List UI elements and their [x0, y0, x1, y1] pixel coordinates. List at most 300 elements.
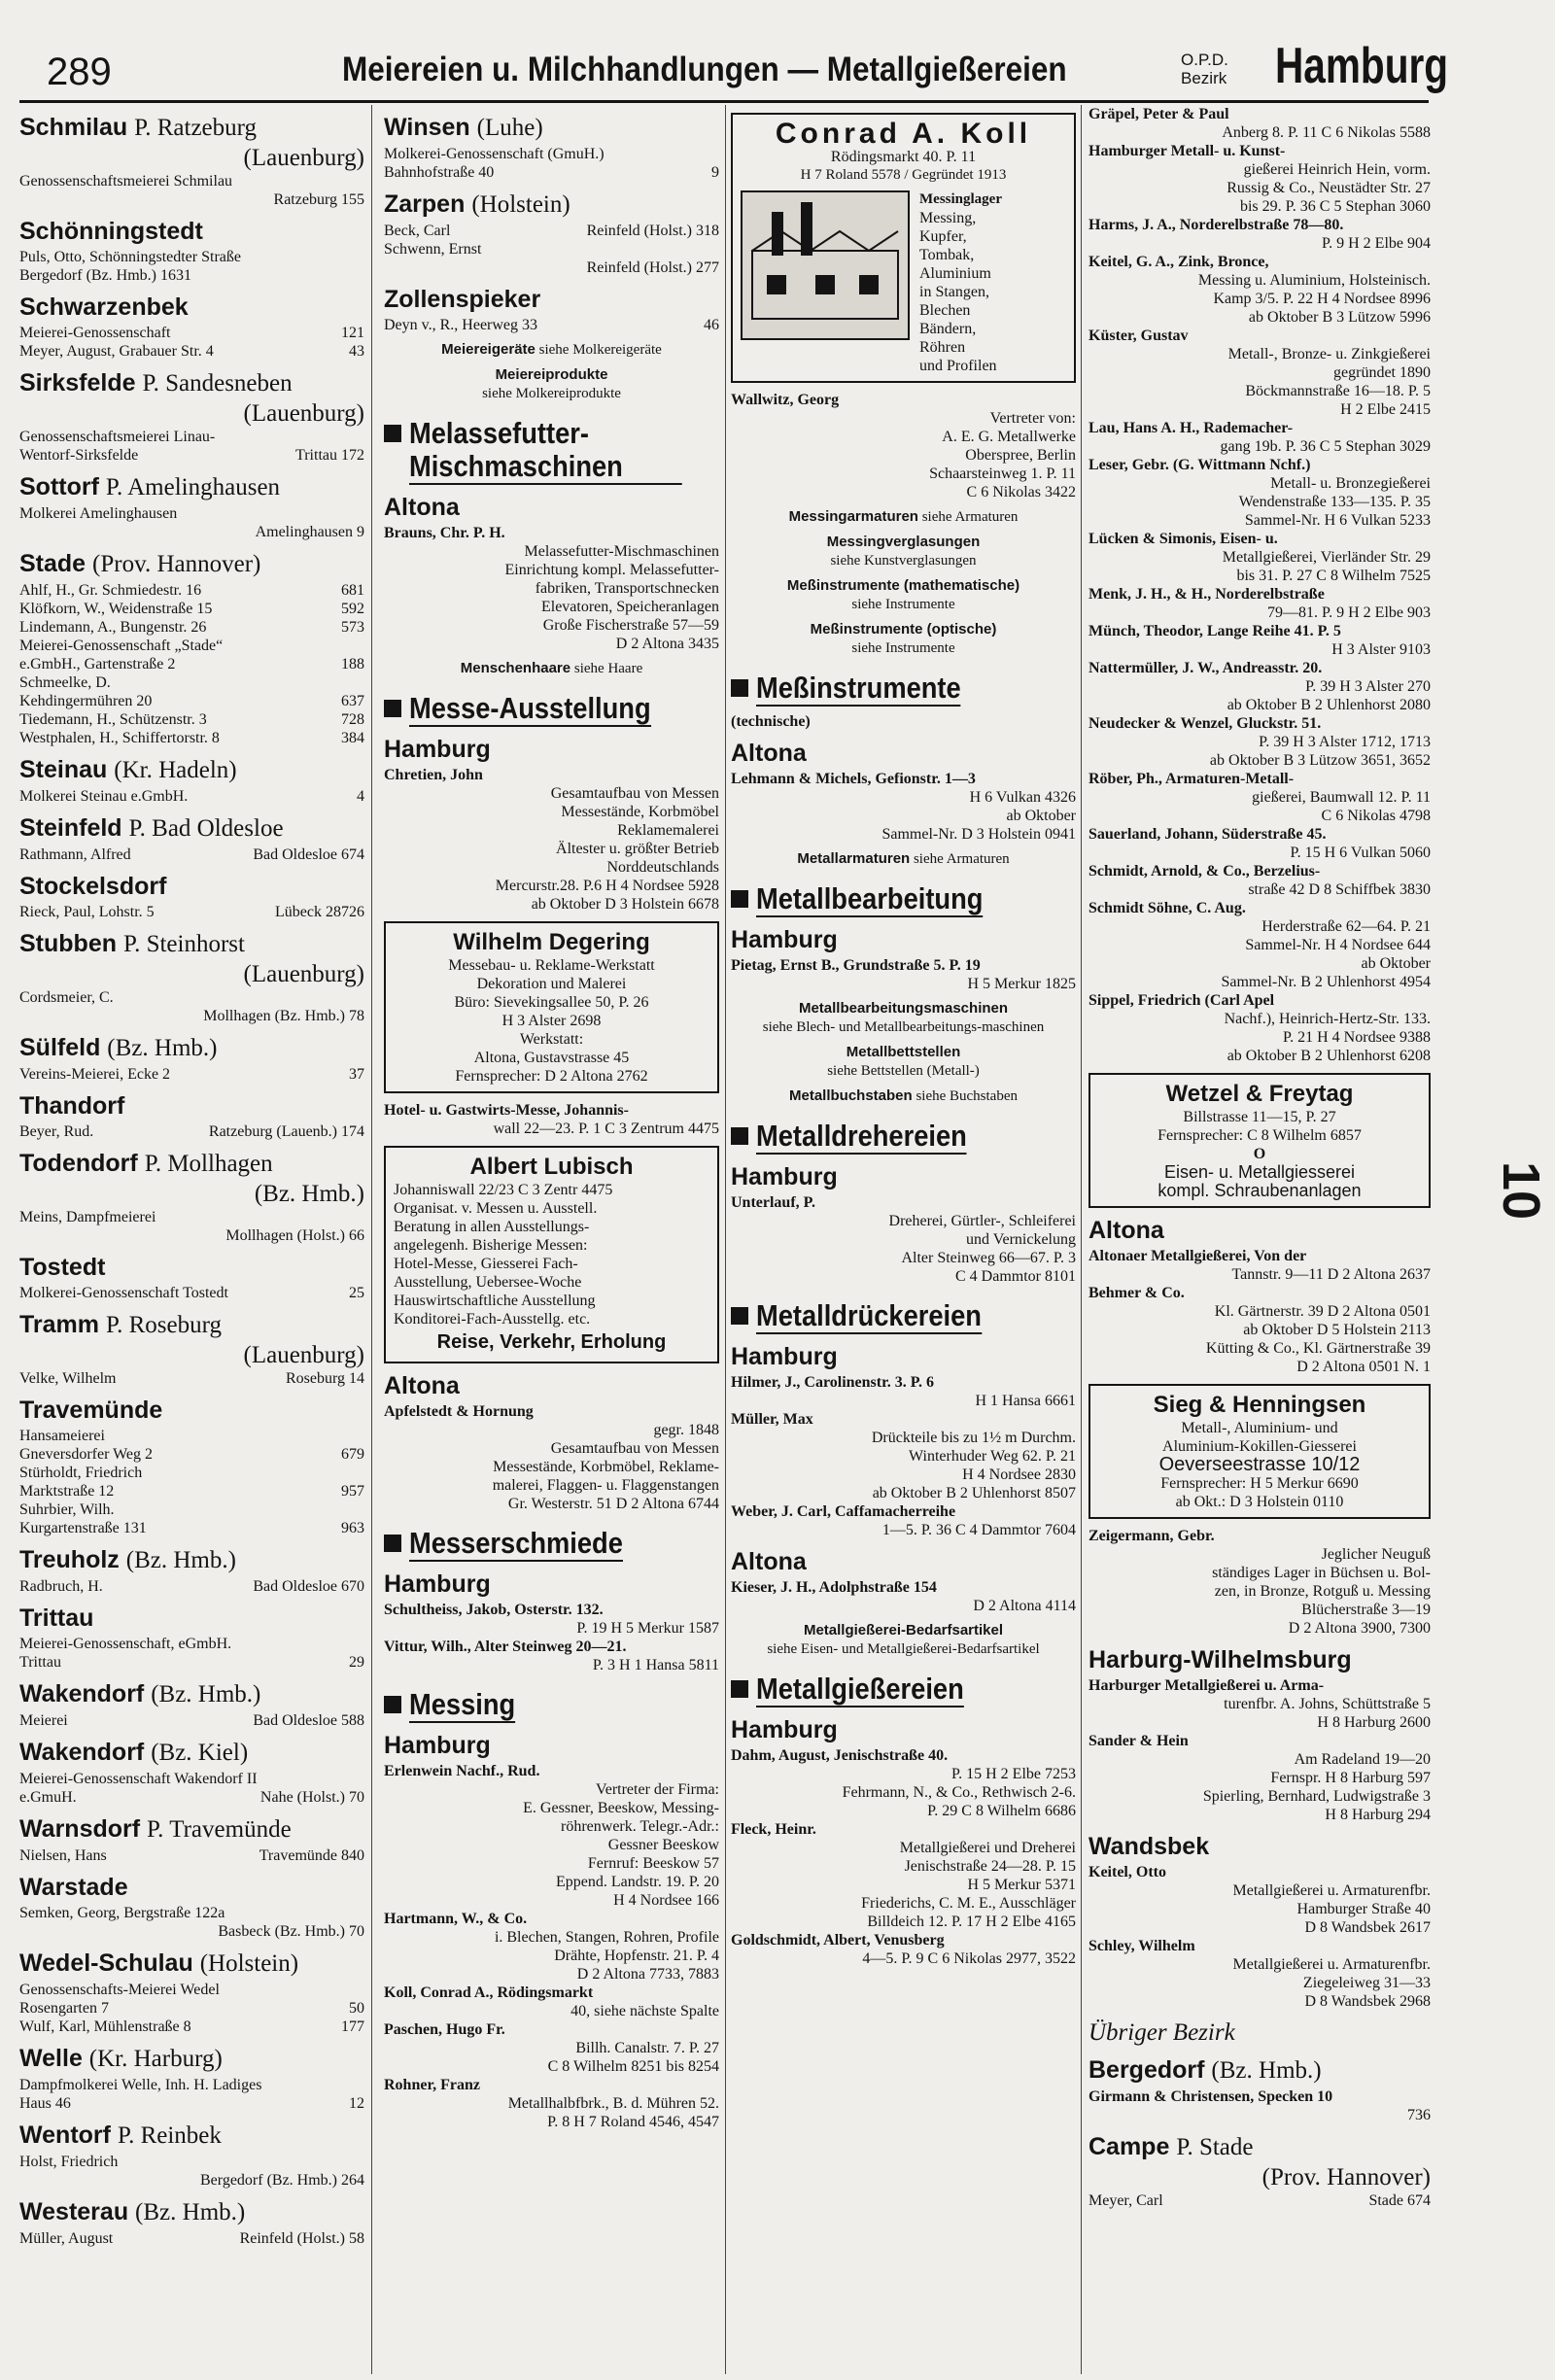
listing-block: [384, 2076, 719, 2131]
place-heading: Stubben P. Steinhorst: [19, 930, 245, 957]
listing-entry: Meyer, Carl Stade 674: [1088, 2192, 1431, 2209]
listing-block: [731, 1373, 1076, 1410]
listing-line: Girmann & Christensen, Specken 10: [1088, 2088, 1333, 2105]
listing-line: P. 39 H 3 Alster 1712, 1713: [1259, 734, 1431, 750]
listing-entry: Mollhagen (Holst.) 66: [225, 1227, 364, 1244]
listing-line: Aluminium: [919, 265, 991, 282]
listing-line: H 5 Merkur 5371: [967, 1877, 1076, 1893]
listing-line: gießerei Heinrich Hein, vorm.: [1243, 161, 1431, 178]
listing-block: [731, 1502, 1076, 1539]
listing-block: [1088, 991, 1431, 1065]
place-heading: Warnsdorf P. Travemünde: [19, 1815, 292, 1843]
listing-block: [1088, 1284, 1431, 1376]
listing-entry: Meierei-Genossenschaft, eGmbH.: [19, 1636, 232, 1652]
listing-line: turenfbr. A. Johns, Schüttstraße 5: [1224, 1696, 1431, 1712]
listing-line: bis 31. P. 27 C 8 Wilhelm 7525: [1236, 568, 1431, 584]
listing-line: P. 3 H 1 Hansa 5811: [592, 1657, 719, 1673]
city-title: Hamburg: [1275, 38, 1449, 94]
listing-line: Schultheiss, Jakob, Osterstr. 132.: [384, 1602, 604, 1618]
listing-line: Böckmannstraße 16—18. P. 5: [1245, 383, 1431, 399]
listing-line: 1—5. P. 36 C 4 Dammtor 7604: [881, 1522, 1076, 1538]
listing-line: Messebau- u. Reklame-Werkstatt: [448, 957, 655, 974]
listing-entry: Ratzeburg 155: [273, 191, 364, 208]
listing-line: Ziegeleiweg 31—33: [1302, 1975, 1431, 1991]
listing-entry: Nielsen, Hans Travemünde 840: [19, 1847, 364, 1864]
column-divider: [371, 105, 372, 2374]
listing-line: Anberg 8. P. 11 C 6 Nikolas 5588: [1222, 124, 1431, 141]
listing-block: [731, 1193, 1076, 1286]
listing-line: H 4 Nordsee 2830: [962, 1466, 1076, 1483]
listing-line: gang 19b. P. 36 C 5 Stephan 3029: [1220, 438, 1431, 455]
listing-line: Goldschmidt, Albert, Venusberg: [731, 1932, 945, 1949]
listing-entry: Schwenn, Ernst: [384, 241, 482, 258]
listing-line: Röhren: [919, 339, 966, 356]
opd-text: O.P.D.: [1181, 51, 1228, 69]
section-heading: [384, 1527, 719, 1562]
advert-line: Eisen- u. Metallgiesserei: [1163, 1162, 1356, 1182]
listing-entry: Westphalen, H., Schiffertorstr. 8 384: [19, 730, 364, 746]
place-heading: Travemünde: [19, 1397, 163, 1424]
section-heading: [731, 672, 1076, 707]
listing-block: [1088, 1863, 1431, 1937]
listing-entry: Gneversdorfer Weg 2 679: [19, 1446, 364, 1463]
listing-block: [384, 1101, 719, 1138]
listing-line: Schmidt Söhne, C. Aug.: [1088, 900, 1246, 916]
listing-entry: Semken, Georg, Bergstraße 122a: [19, 1905, 225, 1921]
listing-block: [731, 1931, 1076, 1968]
listing-line: E. Gessner, Beeskow, Messing-: [523, 1800, 719, 1816]
place-heading: Zarpen (Holstein): [384, 190, 570, 218]
listing-line: Große Fischerstraße 57—59: [542, 617, 719, 634]
header-rule: [19, 100, 1429, 103]
listing-block: [1088, 1676, 1431, 1732]
place-heading: Wentorf P. Reinbek: [19, 2121, 222, 2149]
listing-line: H 1 Hansa 6661: [975, 1393, 1076, 1409]
place-heading: Hamburg: [731, 1716, 838, 1743]
place-heading: Welle (Kr. Harburg): [19, 2045, 223, 2072]
listing-line: Messestände, Korbmöbel: [561, 804, 719, 820]
listing-line: Kütting & Co., Kl. Gärtnerstraße 39: [1205, 1340, 1431, 1357]
listing-line: Oberspree, Berlin: [965, 447, 1076, 464]
listing-line: Kl. Gärtnerstr. 39 D 2 Altona 0501: [1214, 1303, 1431, 1320]
cross-reference: Metallgießerei-Bedarfsartikel siehe Eisen- und Metallgießerei-Bedarfsartikel: [767, 1622, 1040, 1657]
place-heading: Stade (Prov. Hannover): [19, 550, 261, 577]
listing-line: ab Oktober: [1361, 955, 1431, 972]
listing-entry: Rosengarten 7 50: [19, 2000, 364, 2017]
listing-block: [384, 766, 719, 914]
listing-line: 40, siehe nächste Spalte: [570, 2003, 719, 2019]
listing-block: [731, 1578, 1076, 1615]
section-title: Melassefutter-Mischmaschinen: [409, 417, 682, 485]
listing-entry: Cordsmeier, C.: [19, 989, 114, 1006]
listing-entry: Meierei-Genossenschaft 121: [19, 325, 364, 341]
section-title: Metallbearbeitung: [756, 881, 984, 915]
place-heading: Tostedt: [19, 1254, 106, 1281]
listing-line: ab Oktober B 3 Lützow 5996: [1248, 309, 1431, 326]
listing-line: Bändern,: [919, 321, 977, 337]
listing-line: ab Oktober D 3 Holstein 6678: [531, 896, 719, 913]
listing-block: [1088, 622, 1431, 659]
side-tab: 10: [1492, 1161, 1550, 1221]
listing-line: Werkstatt:: [519, 1031, 584, 1048]
column-4: [1088, 105, 1431, 2210]
listing-line: Friederichs, C. M. E., Ausschläger: [861, 1895, 1076, 1912]
listing-entry: Puls, Otto, Schönningstedter Straße: [19, 249, 241, 265]
listing-line: D 8 Wandsbek 2968: [1304, 1993, 1431, 2010]
listing-block: [384, 1638, 719, 1674]
listing-line: Blücherstraße 3—19: [1301, 1602, 1431, 1618]
listing-line: Metallhalbfbrk., B. d. Mühren 52.: [507, 2095, 719, 2112]
place-heading: Altona: [384, 494, 460, 521]
region-label: (Prov. Hannover): [1261, 2164, 1431, 2190]
listing-line: Menk, J. H., & H., Norderelbstraße: [1088, 586, 1325, 603]
advert-title: Albert Lubisch: [469, 1154, 634, 1180]
place-heading: Sottorf P. Amelinghausen: [19, 473, 281, 500]
advert-sieg: [1088, 1384, 1431, 1519]
listing-entry: Trittau 29: [19, 1654, 364, 1671]
listing-line: Einrichtung kompl. Melassefutter-: [504, 562, 719, 578]
place-heading: Thandorf: [19, 1092, 125, 1120]
place-heading: Steinau (Kr. Hadeln): [19, 756, 237, 783]
listing-line: Metallgießerei u. Armaturenfbr.: [1232, 1882, 1431, 1899]
listing-line: Konditorei-Fach-Ausstellg. etc.: [394, 1311, 591, 1328]
listing-line: Behmer & Co.: [1088, 1285, 1185, 1301]
section-title: Übriger Bezirk: [1088, 2019, 1235, 2046]
column-2: [384, 105, 719, 2131]
listing-line: Pietag, Ernst B., Grundstraße 5. P. 19: [731, 957, 981, 974]
section-heading: [731, 1673, 1076, 1707]
listing-block: [731, 956, 1076, 993]
listing-block: [1088, 659, 1431, 714]
listing-line: und Vernickelung: [965, 1231, 1076, 1248]
page-title: Meiereien u. Milchhandlungen — Metallgießereien: [342, 51, 1067, 88]
listing-line: Eppend. Landstr. 19. P. 20: [556, 1874, 719, 1890]
listing-block: [1088, 714, 1431, 770]
listing-line: Reklamemalerei: [617, 822, 719, 839]
place-heading: Todendorf P. Mollhagen: [19, 1150, 273, 1177]
listing-entry: e.GmbH., Gartenstraße 2 188: [19, 656, 364, 673]
listing-line: Sammel-Nr. B 2 Uhlenhorst 4954: [1221, 974, 1431, 990]
listing-line: Harburger Metallgießerei u. Arma-: [1088, 1677, 1325, 1694]
listing-line: Metall-, Bronze- u. Zinkgießerei: [1227, 346, 1431, 362]
listing-line: Dekoration und Malerei: [476, 976, 627, 992]
listing-line: Messing u. Aluminium, Holsteinisch.: [1197, 272, 1431, 289]
advert-phone: Fernsprecher: H 5 Merkur 6690: [1160, 1475, 1359, 1492]
listing-entry: Genossenschaftsmeierei Linau-: [19, 429, 216, 445]
listing-line: Mercurstr.28. P.6 H 4 Nordsee 5928: [495, 878, 719, 894]
section-title: Meßinstrumente: [756, 671, 961, 705]
cross-reference: Meßinstrumente (mathematische) siehe Instrumente: [786, 577, 1020, 612]
section-heading: [384, 417, 719, 485]
listing-line: Erlenwein Nachf., Rud.: [384, 1763, 540, 1779]
column-1: [19, 105, 364, 2248]
cross-reference: Metallbettstellen siehe Bettstellen (Metall-): [827, 1044, 980, 1079]
cross-reference: Meßinstrumente (optische) siehe Instrumente: [810, 621, 997, 656]
listing-entry: e.GmuH. Nahe (Holst.) 70: [19, 1789, 364, 1806]
listing-line: Vittur, Wilh., Alter Steinweg 20—21.: [384, 1638, 627, 1655]
listing-block: [384, 1910, 719, 1983]
listing-block: [731, 1410, 1076, 1502]
page-header: [0, 0, 1555, 107]
section-heading: [384, 1688, 719, 1723]
cross-reference: Metallbuchstaben siehe Buchstaben: [789, 1087, 1018, 1104]
listing-line: Fleck, Heinr.: [731, 1821, 816, 1838]
listing-line: Drähte, Hopfenstr. 21. P. 4: [554, 1948, 719, 1964]
listing-block: [1088, 899, 1431, 991]
listing-entry: Suhrbier, Wilh.: [19, 1501, 115, 1518]
listing-block: [1088, 862, 1431, 899]
advert-phone: H 7 Roland 5578 / Gegründet 1913: [800, 167, 1007, 183]
listing-entry: Holst, Friedrich: [19, 2154, 119, 2170]
listing-block: [384, 1601, 719, 1638]
listing-line: D 2 Altona 7733, 7883: [576, 1966, 719, 1983]
section-heading: [731, 1120, 1076, 1155]
place-heading: Trittau: [19, 1604, 94, 1632]
region-label: (Lauenburg): [243, 400, 364, 427]
section-title: Metalldrehereien: [756, 1119, 967, 1153]
section-title: Messing: [409, 1687, 516, 1721]
listing-entry: Kehdingermühren 20 637: [19, 693, 364, 709]
listing-entry: Bahnhofstraße 40 9: [384, 164, 719, 181]
listing-line: 736: [1407, 2107, 1431, 2123]
listing-line: H 8 Harburg 294: [1325, 1807, 1431, 1823]
listing-line: in Stangen,: [919, 284, 989, 300]
listing-block: [731, 1820, 1076, 1931]
place-heading: Wakendorf (Bz. Hmb.): [19, 1680, 261, 1707]
place-heading: Hamburg: [731, 926, 838, 953]
listing-block: [1088, 142, 1431, 216]
listing-line: gegründet 1890: [1333, 364, 1431, 381]
listing-line: P. 15 H 6 Vulkan 5060: [1290, 845, 1431, 861]
listing-line: C 8 Wilhelm 8251 bis 8254: [547, 2058, 719, 2075]
listing-line: C 6 Nikolas 3422: [966, 484, 1076, 500]
listing-line: Wallwitz, Georg: [731, 392, 840, 408]
listing-entry: Molkerei-Genossenschaft Tostedt 25: [19, 1285, 364, 1301]
listing-entry: Stürholdt, Friedrich: [19, 1465, 143, 1481]
listing-entry: Meierei-Genossenschaft „Stade“: [19, 638, 224, 654]
listing-entry: Molkerei-Genossenschaft (GmuH.): [384, 146, 605, 162]
listing-line: Chretien, John: [384, 767, 483, 783]
listing-entry: Klöfkorn, W., Weidenstraße 15 592: [19, 601, 364, 617]
place-heading: Westerau (Bz. Hmb.): [19, 2198, 246, 2225]
listing-line: Wendenstraße 133—135. P. 35: [1238, 494, 1431, 510]
place-heading: Altona: [1088, 1217, 1164, 1244]
listing-line: Jenischstraße 24—28. P. 15: [904, 1858, 1076, 1875]
listing-line: D 8 Wandsbek 2617: [1304, 1919, 1431, 1936]
listing-line: H 3 Alster 9103: [1331, 641, 1431, 658]
advert-koll: [731, 113, 1076, 383]
listing-line: ab Oktober B 2 Uhlenhorst 6208: [1227, 1048, 1431, 1064]
listing-entry: Genossenschaftsmeierei Schmilau: [19, 173, 233, 190]
advert-address: Billstrasse 11—15, P. 27: [1183, 1109, 1336, 1125]
listing-line: Dreherei, Gürtler-, Schleiferei: [888, 1213, 1076, 1229]
listing-line: P. 15 H 2 Elbe 7253: [951, 1766, 1076, 1782]
listing-line: P. 19 H 5 Merkur 1587: [576, 1620, 719, 1637]
listing-line: D 2 Altona 3900, 7300: [1288, 1620, 1431, 1637]
listing-line: Müller, Max: [731, 1411, 813, 1428]
listing-line: angelegenh. Bisherige Messen:: [394, 1237, 588, 1254]
listing-entry: Molkerei Steinau e.GmbH. 4: [19, 788, 364, 805]
listing-line: straße 42 D 8 Schiffbek 3830: [1248, 881, 1431, 898]
section-marker: [384, 1535, 401, 1552]
listing-block: [384, 2020, 719, 2076]
listing-block: [1088, 1247, 1431, 1284]
region-label: (Lauenburg): [243, 145, 364, 171]
listing-line: und Profilen: [919, 358, 997, 374]
listing-line: i. Blechen, Stangen, Rohren, Profile: [494, 1929, 719, 1946]
cross-reference: Messingarmaturen siehe Armaturen: [788, 508, 1019, 525]
place-heading: Harburg-Wilhelmsburg: [1088, 1646, 1352, 1673]
listing-line: H 6 Vulkan 4326: [969, 789, 1076, 806]
listing-line: C 6 Nikolas 4798: [1321, 808, 1431, 824]
listing-line: H 8 Harburg 2600: [1317, 1714, 1431, 1731]
listing-line: Gr. Westerstr. 51 D 2 Altona 6744: [507, 1496, 719, 1512]
advert-lines: [394, 956, 709, 1086]
place-heading: Hamburg: [384, 736, 491, 763]
cross-reference: Meiereigeräte siehe Molkereigeräte: [441, 341, 662, 358]
place-heading: Steinfeld P. Bad Oldesloe: [19, 814, 284, 842]
advert-body: [741, 190, 1066, 375]
listing-line: P. 21 H 4 Nordsee 9388: [1283, 1029, 1431, 1046]
listing-block: [384, 524, 719, 653]
listing-entry: Bergedorf (Bz. Hmb.) 1631: [19, 267, 191, 284]
section-marker: [384, 425, 401, 442]
cross-reference: Messingverglasungen siehe Kunstverglasungen: [826, 534, 981, 569]
advert-lines: [394, 1181, 709, 1328]
opd-label: [1181, 51, 1228, 87]
listing-entry: Marktstraße 12 957: [19, 1483, 364, 1500]
place-heading: Schönningstedt: [19, 218, 203, 245]
listing-line: Dahm, August, Jenischstraße 40.: [731, 1747, 949, 1764]
listing-entry: Genossenschafts-Meierei Wedel: [19, 1982, 220, 1998]
place-heading: Altona: [731, 1548, 807, 1575]
listing-line: Hotel-Messe, Giesserei Fach-: [394, 1256, 578, 1272]
listing-line: bis 29. P. 36 C 5 Stephan 3060: [1239, 198, 1431, 215]
listing-entry: Beyer, Rud. Ratzeburg (Lauenb.) 174: [19, 1123, 364, 1140]
listing-block: [1088, 419, 1431, 456]
listing-line: Kupfer,: [919, 228, 967, 245]
listing-line: Sippel, Friedrich (Carl Apel: [1088, 992, 1275, 1009]
place-heading: Hamburg: [384, 1732, 491, 1759]
listing-line: Lehmann & Michels, Gefionstr. 1—3: [731, 771, 976, 787]
listing-line: ständiges Lager in Büchsen u. Bol-: [1212, 1565, 1431, 1581]
place-heading: Hamburg: [731, 1343, 838, 1370]
listing-line: gegr. 1848: [653, 1422, 719, 1438]
listing-line: Winterhuder Weg 62. P. 21: [909, 1448, 1076, 1465]
listing-block: [1088, 1732, 1431, 1824]
listing-entry: Meyer, August, Grabauer Str. 4 43: [19, 343, 364, 360]
listing-line: Sammel-Nr. D 3 Holstein 0941: [881, 826, 1076, 843]
listing-line: Büro: Sievekingsallee 50, P. 26: [454, 994, 649, 1011]
advert-line: Metall-, Aluminium- und: [1181, 1420, 1338, 1436]
cross-reference: Metallbearbeitungsmaschinen siehe Blech- und Metallbearbeitungs-maschinen: [762, 1000, 1045, 1035]
listing-line: Herderstraße 62—64. P. 21: [1261, 918, 1431, 935]
listing-line: Alter Steinweg 66—67. P. 3: [901, 1250, 1076, 1266]
listing-line: D 2 Altona 3435: [615, 636, 719, 652]
listing-line: H 2 Elbe 2415: [1340, 401, 1431, 418]
advert-phone: Fernsprecher: C 8 Wilhelm 6857: [1158, 1127, 1362, 1144]
listing-entry: Radbruch, H. Bad Oldesloe 670: [19, 1578, 364, 1595]
listing-line: P. 8 H 7 Roland 4546, 4547: [547, 2114, 719, 2130]
listing-block: [1088, 216, 1431, 253]
place-heading: Schwarzenbek: [19, 293, 189, 321]
listing-line: Fernruf: Beeskow 57: [587, 1855, 719, 1872]
listing-line: Hauswirtschaftliche Ausstellung: [394, 1293, 596, 1309]
listing-line: Rohner, Franz: [384, 2077, 480, 2093]
listing-entry: Meierei-Genossenschaft Wakendorf II: [19, 1771, 258, 1787]
listing-line: Ausstellung, Uebersee-Woche: [394, 1274, 582, 1291]
advert-title: Conrad A. Koll: [775, 118, 1032, 150]
listing-block: [1088, 530, 1431, 585]
section-title: Metallgießereien: [756, 1672, 964, 1706]
cross-reference: Metallarmaturen siehe Armaturen: [797, 850, 1010, 867]
listing-line: Vertreter der Firma:: [595, 1781, 719, 1798]
listing-line: H 5 Merkur 1825: [967, 976, 1076, 992]
section-marker: [731, 1127, 748, 1145]
listing-entry: Schmeelke, D.: [19, 674, 111, 691]
advert-product-list: [919, 190, 1002, 375]
listing-line: Neudecker & Wenzel, Gluckstr. 51.: [1088, 715, 1322, 732]
place-heading: Wakendorf (Bz. Kiel): [19, 1739, 249, 1766]
listing-block: [384, 1983, 719, 2020]
listing-line: Metallgießerei, Vierländer Str. 29: [1222, 549, 1431, 566]
listing-line: Billdeich 12. P. 17 H 2 Elbe 4165: [867, 1914, 1076, 1930]
advert-slogan: Reise, Verkehr, Erholung: [436, 1331, 667, 1353]
listing-line: ab Oktober: [1006, 808, 1076, 824]
listing-line: Tombak,: [919, 247, 975, 263]
listing-line: Leser, Gebr. (G. Wittmann Nchf.): [1088, 457, 1311, 473]
region-label: (Bz. Hmb.): [254, 1181, 364, 1207]
place-heading: Treuholz (Bz. Hmb.): [19, 1546, 236, 1573]
bezirk-text: Bezirk: [1181, 69, 1227, 87]
listing-block: [731, 391, 1076, 501]
listing-entry: Basbeck (Bz. Hmb.) 70: [218, 1923, 364, 1940]
listing-entry: Bergedorf (Bz. Hmb.) 264: [200, 2172, 364, 2189]
cross-reference: Meiereiprodukte siehe Molkereiprodukte: [482, 366, 621, 401]
listing-line: Sander & Hein: [1088, 1733, 1189, 1749]
place-heading: Tramm P. Roseburg: [19, 1311, 222, 1338]
listing-line: Melassefutter-Mischmaschinen: [524, 543, 719, 560]
listing-entry: Velke, Wilhelm Roseburg 14: [19, 1370, 364, 1387]
place-heading: Wandsbek: [1088, 1833, 1210, 1860]
listing-line: Hartmann, W., & Co.: [384, 1911, 528, 1927]
listing-entry: Lindemann, A., Bungenstr. 26 573: [19, 619, 364, 636]
advert-degering: [384, 921, 719, 1093]
listing-line: D 2 Altona 0501 N. 1: [1296, 1359, 1431, 1375]
listing-entry: Amelinghausen 9: [255, 524, 364, 540]
advert-title: Wilhelm Degering: [453, 929, 650, 955]
section-heading: [731, 1299, 1076, 1334]
listing-line: wall 22—23. P. 1 C 3 Zentrum 4475: [493, 1121, 719, 1137]
listing-line: Ältester u. größter Betrieb: [556, 841, 719, 857]
section-marker: [384, 1696, 401, 1713]
listing-line: Münch, Theodor, Lange Reihe 41. P. 5: [1088, 623, 1341, 639]
place-heading: Sülfeld (Bz. Hmb.): [19, 1034, 218, 1061]
listing-line: Norddeutschlands: [606, 859, 719, 876]
listing-line: P. 39 H 3 Alster 270: [1305, 678, 1431, 695]
listing-line: Metallgießerei u. Armaturenfbr.: [1232, 1956, 1431, 1973]
place-heading: Sirksfelde P. Sandesneben: [19, 369, 293, 397]
listing-block: [731, 1746, 1076, 1820]
listing-line: Sammel-Nr. H 6 Vulkan 5233: [1244, 512, 1431, 529]
place-heading: Campe P. Stade: [1088, 2133, 1254, 2160]
advert-lubisch: [384, 1146, 719, 1363]
section-marker: [731, 679, 748, 697]
section-subtitle: (technische): [731, 713, 811, 730]
listing-entry: Dampfmolkerei Welle, Inh. H. Ladiges: [19, 2077, 262, 2093]
listing-line: Vertreter von:: [989, 410, 1076, 427]
advert-address: Rödingsmarkt 40. P. 11: [830, 149, 977, 165]
